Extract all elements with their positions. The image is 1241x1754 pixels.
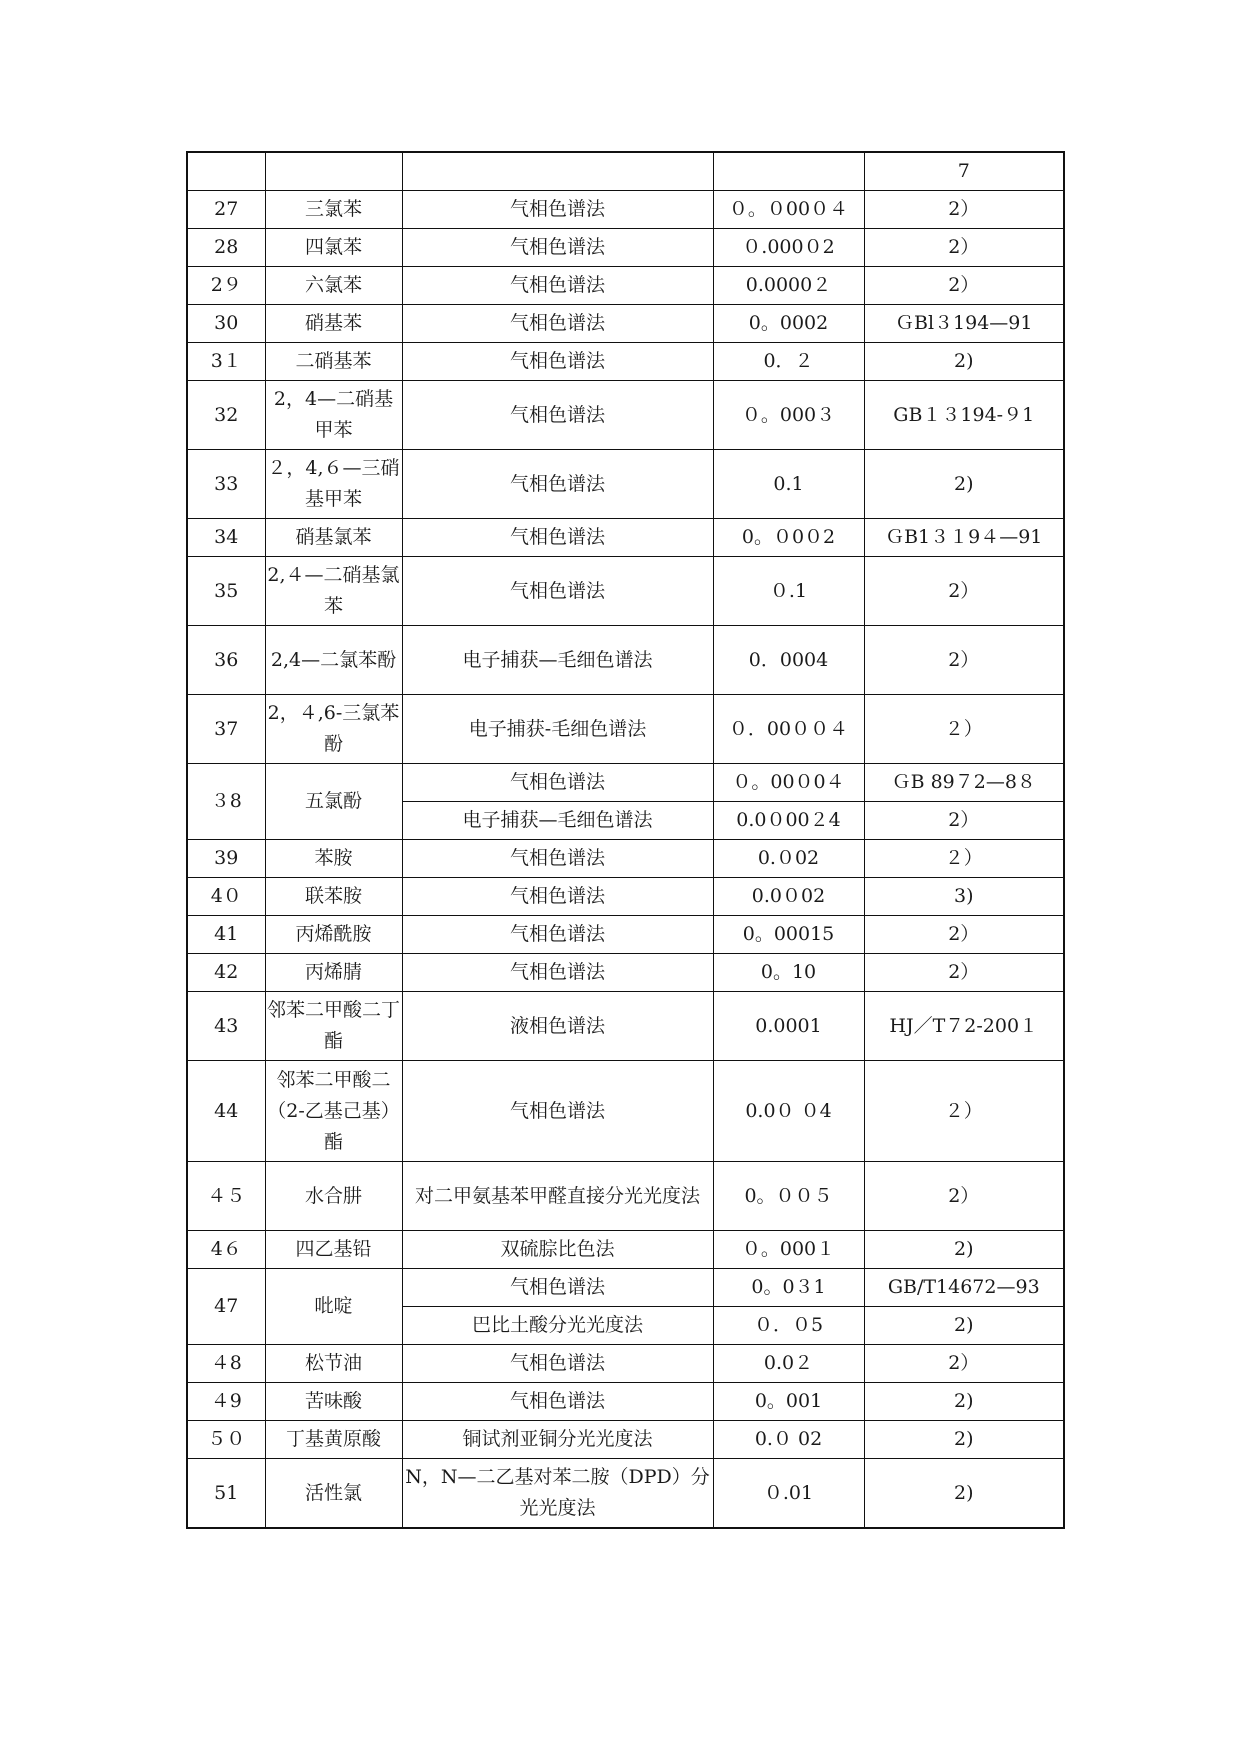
substance-name-cell: 丙烯酰胺: [265, 916, 402, 954]
row-number-cell: 4０: [187, 878, 265, 916]
row-number-cell: 3１: [187, 343, 265, 381]
table-row: [187, 557, 1064, 626]
substance-name-cell: 2，４,6-三氯苯酚: [265, 695, 402, 764]
method-source-cell: ＧB1３１9４—91: [864, 519, 1064, 557]
row-number-cell: 51: [187, 1459, 265, 1529]
method-source-cell: HJ／T７2-200１: [864, 992, 1064, 1061]
method-source-cell: 2）: [864, 626, 1064, 695]
method-source-cell: 2): [864, 450, 1064, 519]
method-source-cell: 2): [864, 343, 1064, 381]
row-number-cell: ４8: [187, 1345, 265, 1383]
table-row: [187, 1061, 1064, 1162]
detection-limit-cell: 0.０ 02: [713, 1421, 864, 1459]
table-row: [187, 1345, 1064, 1383]
substance-name-cell: ２，4,６—三硝基甲苯: [265, 450, 402, 519]
detection-limit-cell: 0。０0０2: [713, 519, 864, 557]
substance-name-cell: 2，4—二硝基甲苯: [265, 381, 402, 450]
analysis-method-cell: 气相色谱法: [402, 764, 713, 802]
row-number-cell: 39: [187, 840, 265, 878]
substance-name-cell: 活性氯: [265, 1459, 402, 1529]
method-source-cell: 2）: [864, 1162, 1064, 1231]
detection-limit-cell: [713, 152, 864, 191]
detection-limit-cell: 0.0０02: [713, 878, 864, 916]
analysis-method-cell: 气相色谱法: [402, 916, 713, 954]
table-row: [187, 381, 1064, 450]
substance-name-cell: 丙烯腈: [265, 954, 402, 992]
detection-limit-cell: 0．２: [713, 343, 864, 381]
detection-limit-cell: ０。０00０４: [713, 191, 864, 229]
table-row: [187, 1269, 1064, 1307]
row-number-cell: ３8: [187, 764, 265, 840]
table-row: [187, 695, 1064, 764]
substance-name-cell: 苦味酸: [265, 1383, 402, 1421]
row-number-cell: 37: [187, 695, 265, 764]
method-source-cell: 2）: [864, 954, 1064, 992]
substance-name-cell: 硝基苯: [265, 305, 402, 343]
method-source-cell: 2): [864, 1459, 1064, 1529]
detection-limit-cell: ０。000１: [713, 1231, 864, 1269]
row-number-cell: [187, 152, 265, 191]
substance-name-cell: 苯胺: [265, 840, 402, 878]
table-row: [187, 840, 1064, 878]
table-row: [187, 992, 1064, 1061]
analysis-method-cell: 气相色谱法: [402, 267, 713, 305]
method-source-cell: 2): [864, 1421, 1064, 1459]
detection-limit-cell: 0。0002: [713, 305, 864, 343]
substance-name-cell: 四氯苯: [265, 229, 402, 267]
table-row: [187, 764, 1064, 802]
table-row: [187, 1383, 1064, 1421]
table-row: [187, 1421, 1064, 1459]
detection-limit-cell: 0。００５: [713, 1162, 864, 1231]
table-row: [187, 1459, 1064, 1529]
analysis-method-cell: 气相色谱法: [402, 519, 713, 557]
row-number-cell: 47: [187, 1269, 265, 1345]
analysis-method-cell: 巴比土酸分光光度法: [402, 1307, 713, 1345]
row-number-cell: 34: [187, 519, 265, 557]
row-number-cell: ５０: [187, 1421, 265, 1459]
analysis-method-cell: [402, 152, 713, 191]
detection-limit-cell: 0.0000２: [713, 267, 864, 305]
analysis-method-cell: 气相色谱法: [402, 229, 713, 267]
table-row: [187, 450, 1064, 519]
table-row: [187, 1231, 1064, 1269]
method-source-cell: 2): [864, 1307, 1064, 1345]
table-row: [187, 305, 1064, 343]
analysis-method-cell: 对二甲氨基苯甲醛直接分光光度法: [402, 1162, 713, 1231]
analysis-method-cell: 气相色谱法: [402, 1383, 713, 1421]
monitoring-method-table: [186, 151, 1065, 1529]
detection-limit-cell: 0.0０00２4: [713, 802, 864, 840]
row-number-cell: 30: [187, 305, 265, 343]
table-row: [187, 229, 1064, 267]
analysis-method-cell: 气相色谱法: [402, 381, 713, 450]
analysis-method-cell: 电子捕获—毛细色谱法: [402, 626, 713, 695]
row-number-cell: 32: [187, 381, 265, 450]
substance-name-cell: 四乙基铅: [265, 1231, 402, 1269]
method-source-cell: 7: [864, 152, 1064, 191]
row-number-cell: 27: [187, 191, 265, 229]
row-number-cell: 43: [187, 992, 265, 1061]
table-row: [187, 267, 1064, 305]
method-source-cell: 2）: [864, 191, 1064, 229]
method-source-cell: ２）: [864, 840, 1064, 878]
method-source-cell: 2): [864, 1383, 1064, 1421]
row-number-cell: 36: [187, 626, 265, 695]
detection-limit-cell: 0。001: [713, 1383, 864, 1421]
method-source-cell: ２）: [864, 1061, 1064, 1162]
analysis-method-cell: 气相色谱法: [402, 840, 713, 878]
table-row: [187, 626, 1064, 695]
substance-name-cell: 二硝基苯: [265, 343, 402, 381]
substance-name-cell: 六氯苯: [265, 267, 402, 305]
table-row: [187, 191, 1064, 229]
table-row: [187, 1162, 1064, 1231]
analysis-method-cell: 电子捕获—毛细色谱法: [402, 802, 713, 840]
substance-name-cell: 2,4—二氯苯酚: [265, 626, 402, 695]
detection-limit-cell: ０.1: [713, 557, 864, 626]
substance-name-cell: 2,４—二硝基氯苯: [265, 557, 402, 626]
detection-limit-cell: ０。00０0４: [713, 764, 864, 802]
analysis-method-cell: 气相色谱法: [402, 191, 713, 229]
method-source-cell: 2）: [864, 1345, 1064, 1383]
substance-name-cell: 五氯酚: [265, 764, 402, 840]
table-row: [187, 343, 1064, 381]
method-source-cell: 3): [864, 878, 1064, 916]
detection-limit-cell: ０.000０2: [713, 229, 864, 267]
substance-name-cell: 水合肼: [265, 1162, 402, 1231]
analysis-method-cell: 气相色谱法: [402, 954, 713, 992]
table-row: [187, 152, 1064, 191]
table-body: [187, 152, 1064, 1528]
row-number-cell: 42: [187, 954, 265, 992]
table-row: [187, 519, 1064, 557]
row-number-cell: 33: [187, 450, 265, 519]
detection-limit-cell: 0.0001: [713, 992, 864, 1061]
substance-name-cell: 邻苯二甲酸二（2-乙基己基）酯: [265, 1061, 402, 1162]
detection-limit-cell: 0。10: [713, 954, 864, 992]
method-source-cell: ＧB 89７2—8８: [864, 764, 1064, 802]
table-row: [187, 878, 1064, 916]
analysis-method-cell: 电子捕获-毛细色谱法: [402, 695, 713, 764]
substance-name-cell: 吡啶: [265, 1269, 402, 1345]
method-source-cell: GB１３194-９1: [864, 381, 1064, 450]
row-number-cell: 35: [187, 557, 265, 626]
detection-limit-cell: ０．00００４: [713, 695, 864, 764]
analysis-method-cell: 气相色谱法: [402, 305, 713, 343]
detection-limit-cell: ０.01: [713, 1459, 864, 1529]
detection-limit-cell: 0。00015: [713, 916, 864, 954]
analysis-method-cell: 铜试剂亚铜分光光度法: [402, 1421, 713, 1459]
substance-name-cell: 三氯苯: [265, 191, 402, 229]
detection-limit-cell: 0.0０ ０4: [713, 1061, 864, 1162]
detection-limit-cell: 0.0２: [713, 1345, 864, 1383]
method-source-cell: 2): [864, 1231, 1064, 1269]
method-source-cell: 2）: [864, 557, 1064, 626]
row-number-cell: 44: [187, 1061, 265, 1162]
method-source-cell: 2）: [864, 802, 1064, 840]
substance-name-cell: [265, 152, 402, 191]
detection-limit-cell: ０．０5: [713, 1307, 864, 1345]
row-number-cell: ４５: [187, 1162, 265, 1231]
method-source-cell: ＧBl３194—91: [864, 305, 1064, 343]
substance-name-cell: 丁基黄原酸: [265, 1421, 402, 1459]
analysis-method-cell: 气相色谱法: [402, 343, 713, 381]
analysis-method-cell: 气相色谱法: [402, 557, 713, 626]
row-number-cell: ４9: [187, 1383, 265, 1421]
method-source-cell: ２）: [864, 695, 1064, 764]
analysis-method-cell: 气相色谱法: [402, 1061, 713, 1162]
substance-name-cell: 松节油: [265, 1345, 402, 1383]
method-source-cell: 2）: [864, 267, 1064, 305]
row-number-cell: 41: [187, 916, 265, 954]
substance-name-cell: 硝基氯苯: [265, 519, 402, 557]
method-source-cell: 2）: [864, 229, 1064, 267]
analysis-method-cell: 气相色谱法: [402, 1345, 713, 1383]
row-number-cell: 4６: [187, 1231, 265, 1269]
detection-limit-cell: 0。0３1: [713, 1269, 864, 1307]
analysis-method-cell: N，N—二乙基对苯二胺（DPD）分光光度法: [402, 1459, 713, 1529]
row-number-cell: 28: [187, 229, 265, 267]
detection-limit-cell: 0.1: [713, 450, 864, 519]
substance-name-cell: 邻苯二甲酸二丁酯: [265, 992, 402, 1061]
row-number-cell: 2９: [187, 267, 265, 305]
analysis-method-cell: 气相色谱法: [402, 878, 713, 916]
table-row: [187, 916, 1064, 954]
analysis-method-cell: 液相色谱法: [402, 992, 713, 1061]
analysis-method-cell: 双硫腙比色法: [402, 1231, 713, 1269]
method-source-cell: GB/T14672—93: [864, 1269, 1064, 1307]
substance-name-cell: 联苯胺: [265, 878, 402, 916]
detection-limit-cell: 0．0004: [713, 626, 864, 695]
analysis-method-cell: 气相色谱法: [402, 1269, 713, 1307]
detection-limit-cell: 0.０02: [713, 840, 864, 878]
method-source-cell: 2）: [864, 916, 1064, 954]
analysis-method-cell: 气相色谱法: [402, 450, 713, 519]
table-row: [187, 954, 1064, 992]
detection-limit-cell: ０。000３: [713, 381, 864, 450]
